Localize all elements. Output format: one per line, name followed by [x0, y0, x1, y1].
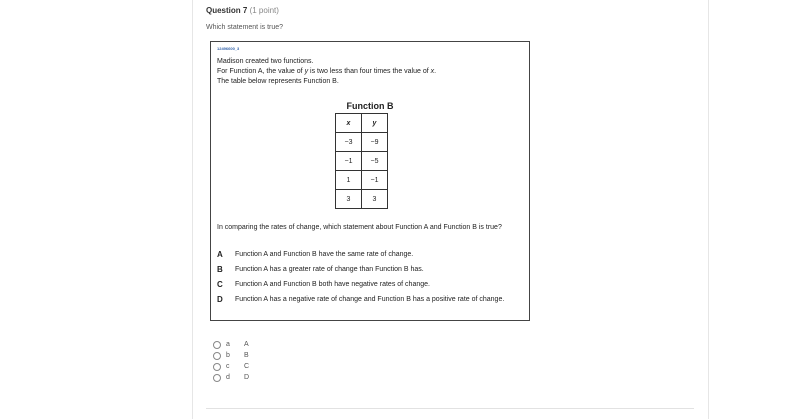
question-title: Question 7 — [206, 6, 248, 15]
function-b-table — [335, 113, 388, 209]
radio-button[interactable] — [213, 341, 221, 349]
table-cell: −3 — [336, 133, 362, 152]
option-text: Function A has a negative rate of change and Function B has a positive rate of change. — [235, 296, 505, 303]
table-cell: −9 — [362, 133, 388, 152]
radio-button[interactable] — [213, 374, 221, 382]
choice-value: A — [244, 341, 249, 348]
table-cell: −1 — [336, 152, 362, 171]
question-header — [206, 6, 279, 15]
table-cell: 3 — [336, 190, 362, 209]
table-row — [336, 152, 388, 171]
section-divider — [206, 408, 694, 409]
table-row — [336, 171, 388, 190]
answer-choice-d[interactable] — [213, 373, 273, 384]
item-id: 12496600_3 — [217, 46, 240, 51]
choice-value: D — [244, 374, 250, 381]
variable-x: x — [430, 68, 435, 75]
table-row — [336, 190, 388, 209]
table-header-y: y — [362, 114, 388, 133]
table-cell: −1 — [362, 171, 388, 190]
comparison-question: In comparing the rates of change, which statement about Function A and Function B is true? — [217, 224, 502, 231]
radio-button[interactable] — [213, 352, 221, 360]
left-panel-border — [192, 0, 193, 419]
option-text: Function A and Function B have the same rate of change. — [235, 251, 414, 258]
choice-label: a — [226, 341, 230, 348]
question-points: (1 point) — [249, 6, 279, 15]
choice-label: b — [226, 352, 230, 359]
variable-y: y — [304, 68, 309, 75]
answer-choice-c[interactable] — [213, 362, 273, 373]
right-panel-border — [708, 0, 709, 419]
question-prompt: Which statement is true? — [206, 24, 284, 31]
choice-value: B — [244, 352, 249, 359]
stem-text: For Function A, the value of — [217, 68, 305, 75]
question-image-box — [210, 41, 530, 321]
stem-text: is two less than four times the value of — [308, 68, 431, 75]
stem-text: . — [434, 68, 437, 75]
table-title: Function B — [346, 101, 394, 111]
stem-line-2 — [217, 67, 436, 77]
option-letter: D — [217, 295, 223, 304]
question-stem — [217, 57, 436, 87]
option-letter: B — [217, 265, 223, 274]
table-cell: −5 — [362, 152, 388, 171]
radio-button[interactable] — [213, 363, 221, 371]
table-cell: 1 — [336, 171, 362, 190]
choice-label: c — [226, 363, 230, 370]
table-cell: 3 — [362, 190, 388, 209]
option-letter: A — [217, 250, 223, 259]
option-text: Function A has a greater rate of change than Function B has. — [235, 266, 424, 273]
stem-line-3: The table below represents Function B. — [217, 78, 339, 85]
answer-choice-a[interactable] — [213, 340, 273, 351]
stem-line-1: Madison created two functions. — [217, 58, 314, 65]
table-header-x: x — [336, 114, 362, 133]
choice-value: C — [244, 363, 250, 370]
option-letter: C — [217, 280, 223, 289]
table-row — [336, 133, 388, 152]
table-header-row — [336, 114, 388, 133]
option-text: Function A and Function B both have negative rates of change. — [235, 281, 430, 288]
answer-choice-b[interactable] — [213, 351, 273, 362]
choice-label: d — [226, 374, 230, 381]
